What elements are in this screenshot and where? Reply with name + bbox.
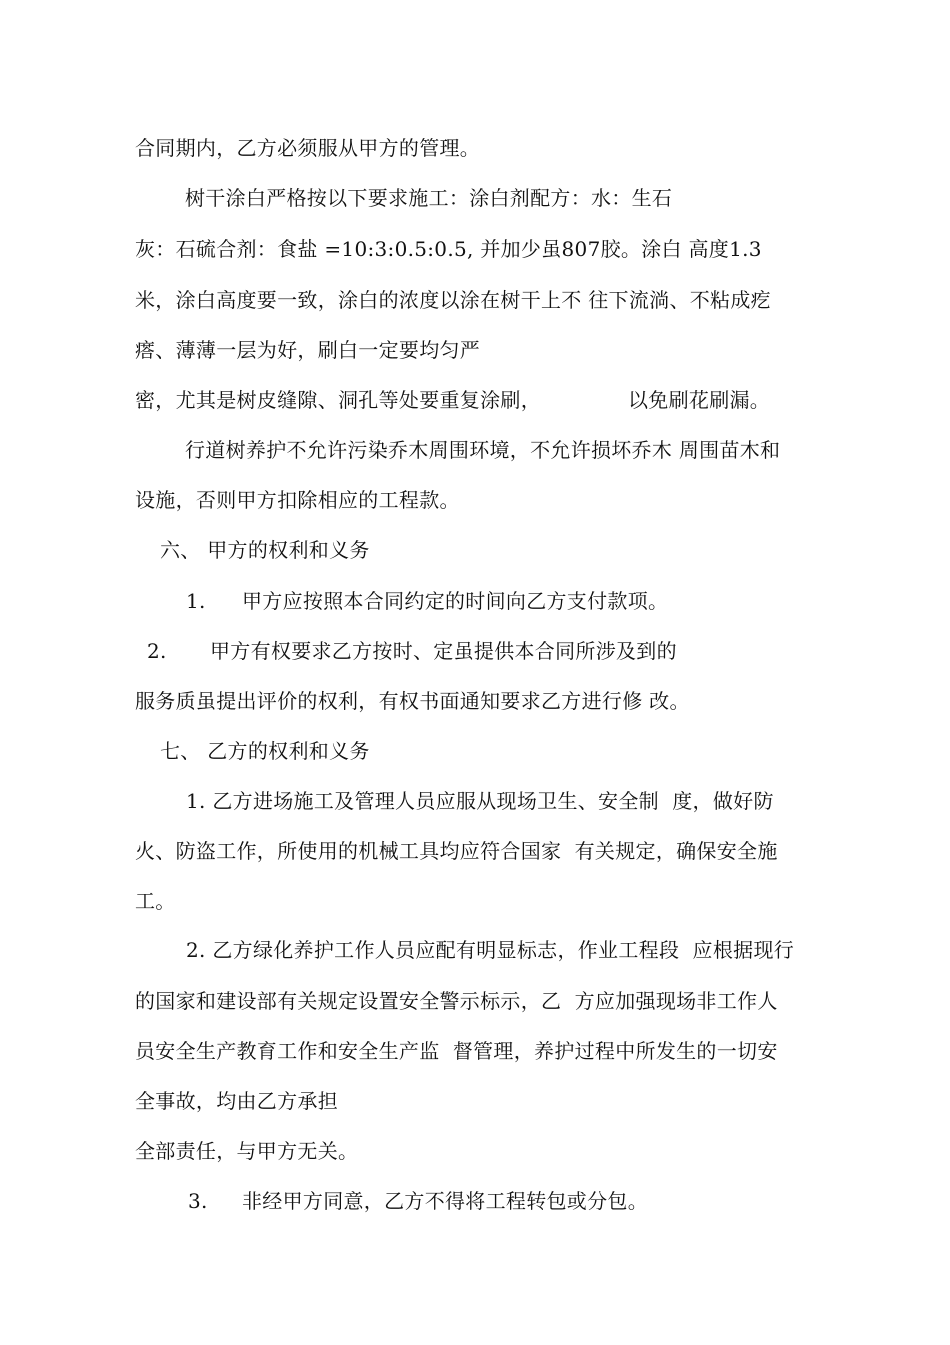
text-line-5: 瘩、薄薄一层为好，刷白一定要均匀严: [135, 338, 481, 362]
text-line-6-2: 甲方有权要求乙方按时、定虽提供本合同所涉及到的: [210, 639, 677, 663]
text-line-6: 密，尤其是树皮缝隙、洞孔等处要重复涂刷，: [135, 388, 541, 412]
text-line-7-2b: 的国家和建设部有关规定设置安全警示标示，乙 方应加强现场非工作人: [135, 989, 778, 1013]
item-number-6-2: 2.: [147, 639, 167, 663]
text-line-7-1b: 火、防盗工作，所使用的机械工具均应符合国家 有关规定，确保安全施: [135, 839, 778, 863]
text-line-7: 行道树养护不允许污染乔木周围环境，不允许损坏乔木 周围苗木和: [185, 438, 781, 462]
item-number-7-3: 3.: [188, 1189, 208, 1213]
text-line-7-1a: 1. 乙方进场施工及管理人员应服从现场卫生、安全制 度，做好防: [186, 789, 774, 813]
text-line-7-3: 非经甲方同意，乙方不得将工程转包或分包。: [242, 1189, 648, 1213]
text-line-2: 树干涂白严格按以下要求施工：涂白剂配方：水：生石: [185, 186, 673, 210]
text-line-7-2c: 员安全生产教育工作和安全生产监 督管理，养护过程中所发生的一切安: [135, 1039, 778, 1063]
text-line-3: 灰：石硫合剂：食盐 =10:3:0.5:0.5, 并加少虽807胶。涂白 高度1.3: [135, 237, 762, 261]
section-heading-6: 六、 甲方的权利和义务: [160, 538, 370, 562]
text-line-1: 合同期内，乙方必须服从甲方的管理。: [135, 136, 481, 160]
text-line-7-2e: 全部责任，与甲方无关。: [135, 1139, 359, 1163]
text-line-7-2d: 全事故，均由乙方承担: [135, 1089, 338, 1113]
text-line-7-2a: 2. 乙方绿化养护工作人员应配有明显标志，作业工程段 应根据现行: [186, 938, 795, 962]
text-line-6-1: 甲方应按照本合同约定的时间向乙方支付款项。: [242, 589, 669, 613]
item-number-6-1: 1.: [186, 589, 206, 613]
text-line-6b: 以免刷花刷漏。: [628, 388, 771, 412]
text-line-8: 设施，否则甲方扣除相应的工程款。: [135, 488, 460, 512]
text-line-7-1c: 工。: [135, 889, 176, 913]
text-line-4: 米，涂白高度要一致，涂白的浓度以涂在树干上不 往下流淌、不粘成疙: [135, 288, 771, 312]
text-line-6-2b: 服务质虽提出评价的权利，有权书面通知要求乙方进行修 改。: [135, 689, 690, 713]
section-heading-7: 七、 乙方的权利和义务: [160, 739, 370, 763]
